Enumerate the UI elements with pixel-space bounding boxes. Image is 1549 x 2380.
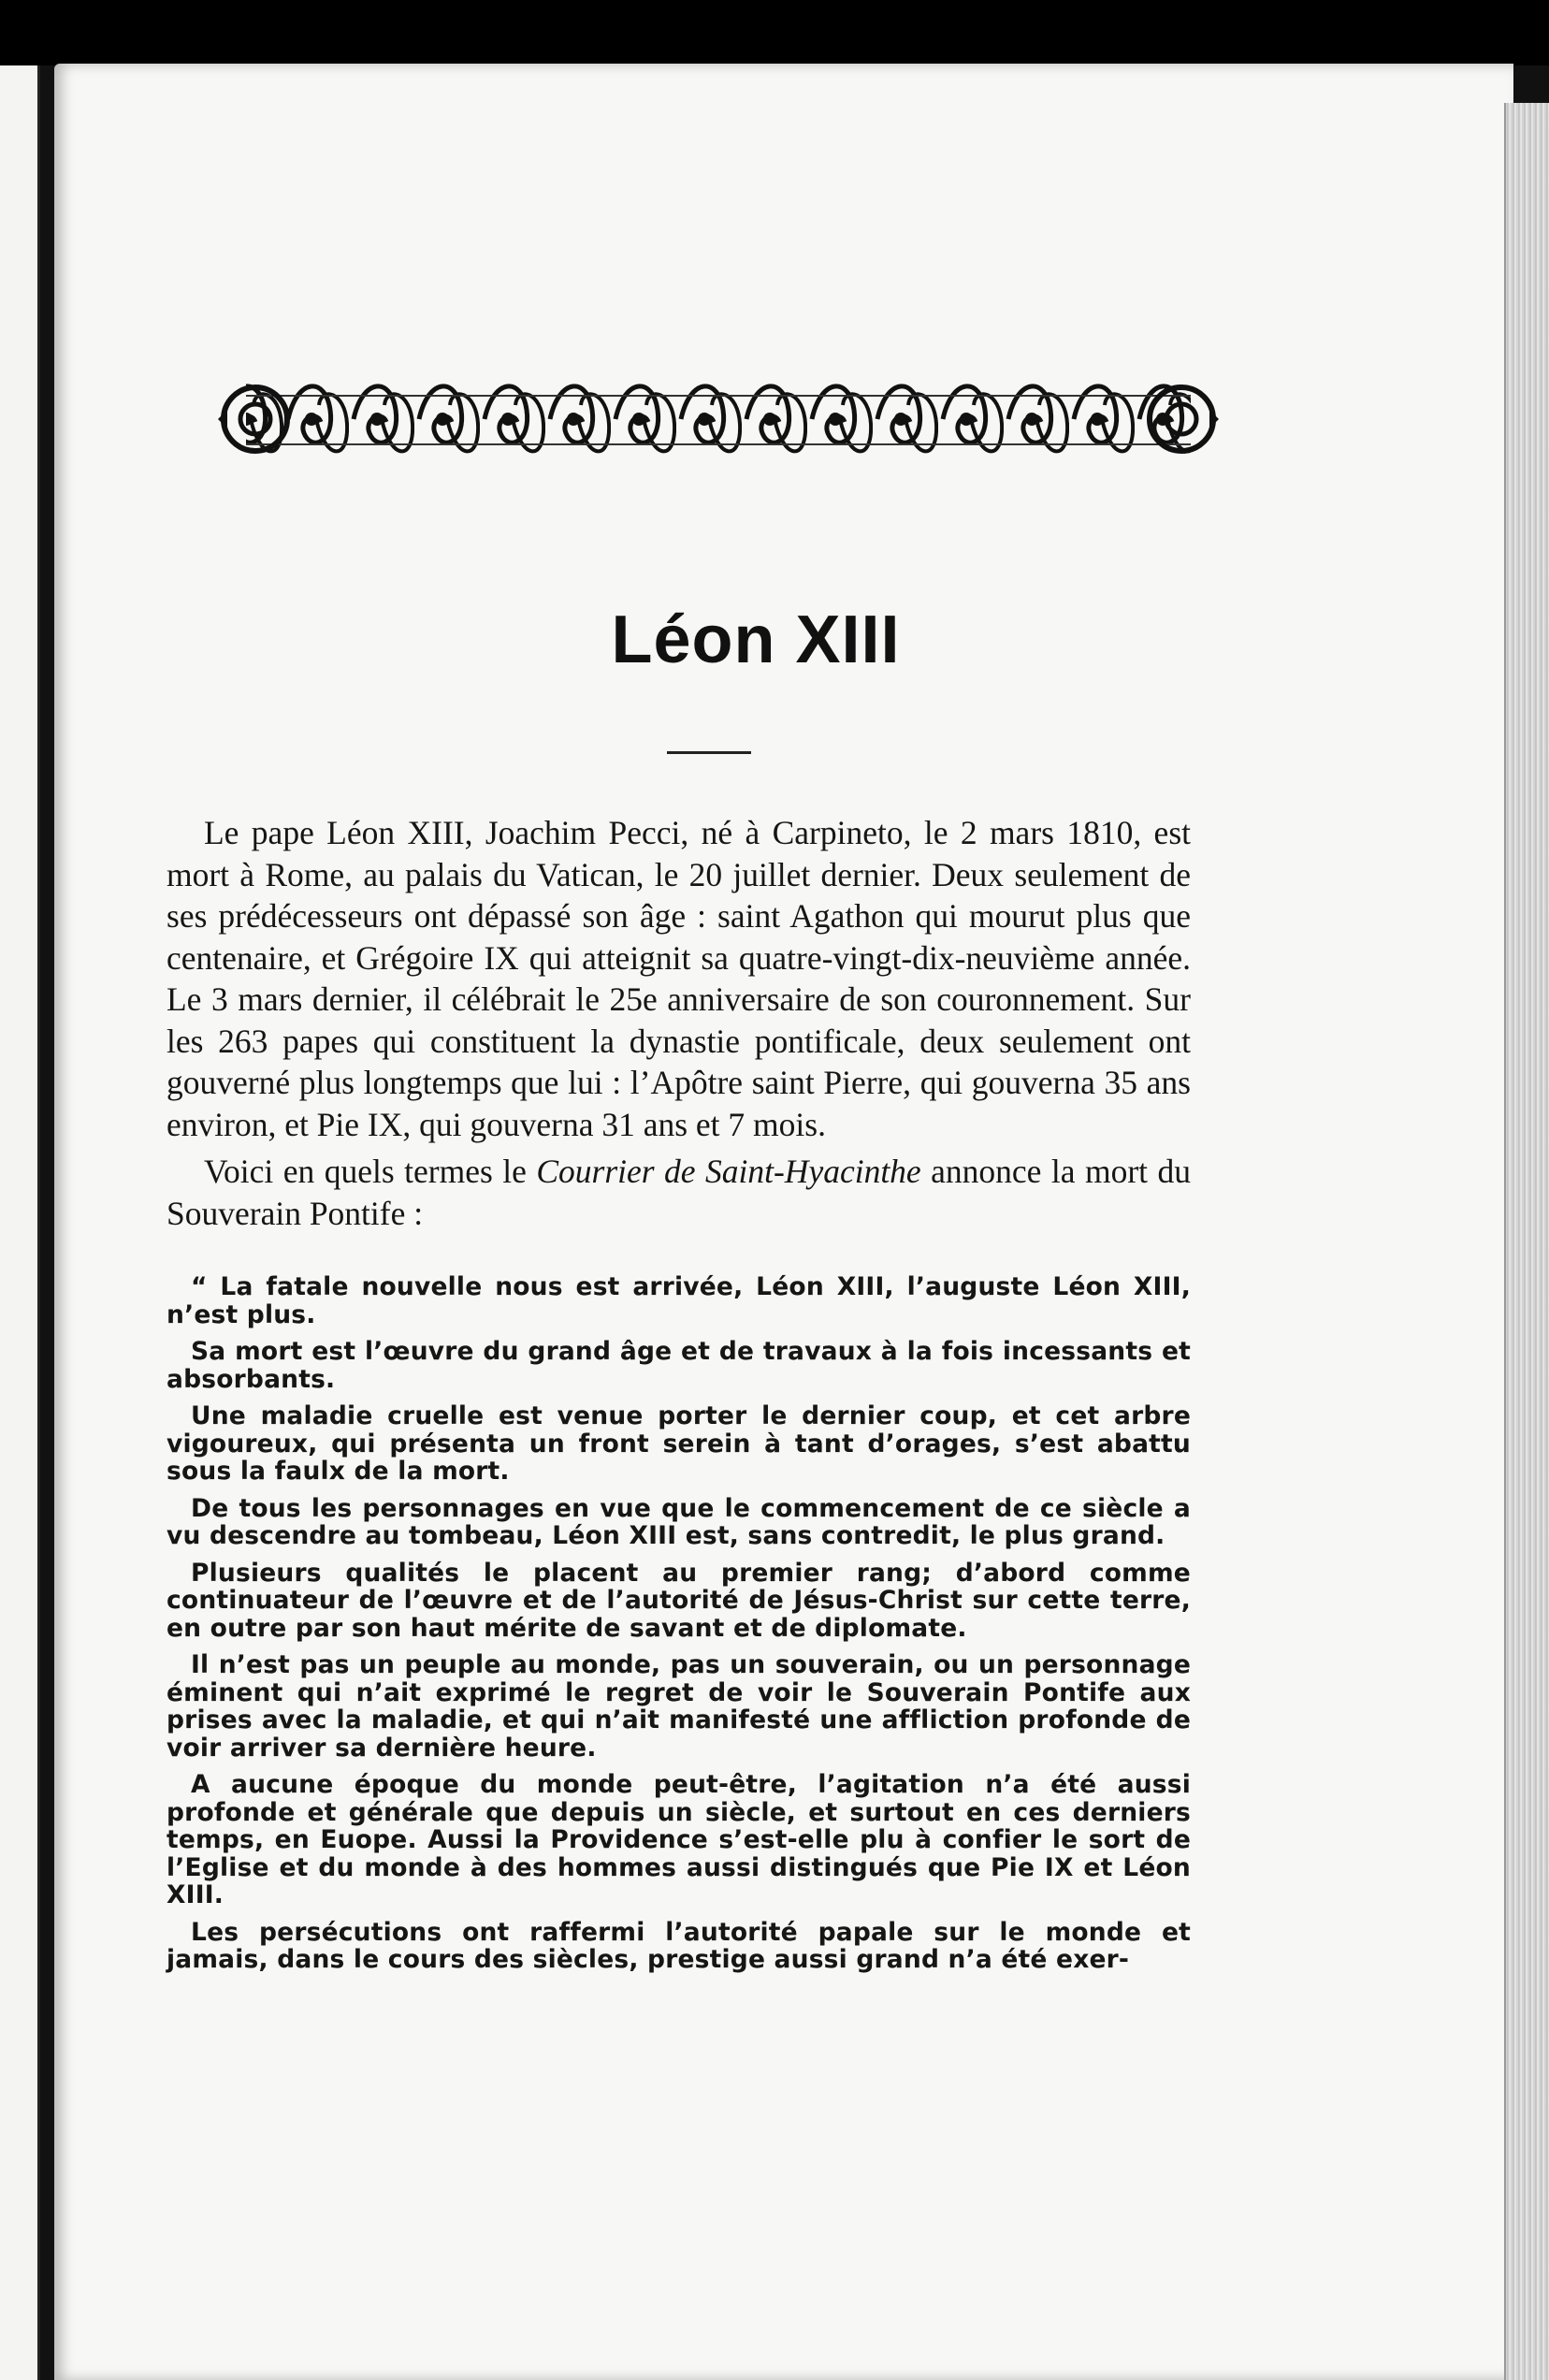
- quote-paragraph: Il n’est pas un peuple au monde, pas un souverain, ou un personnage éminent qui n’ait exprimé le regret de voir le Souverain Pontife aux prises avec la maladie, et qui n’ait manifesté une affliction profonde de voir arriver sa dernière heure.: [166, 1650, 1191, 1763]
- quoted-block: [166, 1273, 1191, 1974]
- quote-paragraph: Une maladie cruelle est venue porter le dernier coup, et cet arbre vigoureux, qui présenta un front serein à tant d’orages, s’est abattu sous la faulx de la mort.: [166, 1401, 1191, 1486]
- quote-paragraph: Les persécutions ont raffermi l’autorité papale sur le monde et jamais, dans le cours des siècles, prestige aussi grand n’a été exer-: [166, 1917, 1191, 1974]
- quote-paragraph: De tous les personnages en vue que le commencement de ce siècle a vu descendre au tombeau, Léon XIII est, sans contredit, le plus grand.: [166, 1493, 1191, 1550]
- page-title: Léon XIII: [611, 602, 901, 677]
- ornamental-header-band: [218, 368, 1219, 471]
- article-body: [166, 812, 1191, 1983]
- newspaper-title: Courrier de Saint-Hyacinthe: [536, 1153, 921, 1190]
- ornament-vine-icon: [218, 368, 1219, 471]
- intro-text: Voici en quels termes le: [204, 1153, 537, 1190]
- scan-background: [0, 0, 1549, 65]
- paragraph-main: Le pape Léon XIII, Joachim Pecci, né à Carpineto, le 2 mars 1810, est mort à Rome, au palais du Vatican, le 20 juillet dernier. Deux seulement de ses prédécesseurs ont dépassé son âge : saint Agathon qui mourut plus que centenaire, et Grégoire IX qui atteignit sa quatre-vingt-dix-neuvième année. Le 3 mars dernier, il célébrait le 25e anniversaire de son couronnement. Sur les 263 papes qui constituent la dynastie pontificale, deux seulement ont gouverné plus longtemps que lui : l’Apôtre saint Pierre, qui gouverna 35 ans environ, et Pie IX, qui gouverna 31 ans et 7 mois.: [166, 814, 1191, 1143]
- book-page: [54, 64, 1513, 2380]
- intro-text-end: annonce la mort du Souverain Pontife :: [166, 1153, 1192, 1232]
- quote-paragraph: Plusieurs qualités le placent au premier rang; d’abord comme continuateur de l’œuvre et de l’autorité de Jésus-Christ sur cette terre, en outre par son haut mérite de savant et de diplomate.: [166, 1558, 1191, 1643]
- quote-paragraph: A aucune époque du monde peut-être, l’agitation n’a été aussi profonde et générale que depuis un siècle, et surtout en ces derniers temps, en Euope. Aussi la Providence s’est-elle plu à confier le sort de l’Eglise et du monde à des hommes aussi distingués que Pie IX et Léon XIII.: [166, 1770, 1191, 1909]
- previous-page-edge: [0, 65, 40, 2380]
- quote-paragraph: “ La fatale nouvelle nous est arrivée, Léon XIII, l’auguste Léon XIII, n’est plus.: [166, 1272, 1191, 1329]
- title-divider: [667, 751, 751, 754]
- paragraph-intro: [166, 1151, 1191, 1234]
- quote-paragraph: Sa mort est l’œuvre du grand âge et de travaux à la fois incessants et absorbants.: [166, 1337, 1191, 1394]
- page-stack-edge: [1504, 103, 1549, 2380]
